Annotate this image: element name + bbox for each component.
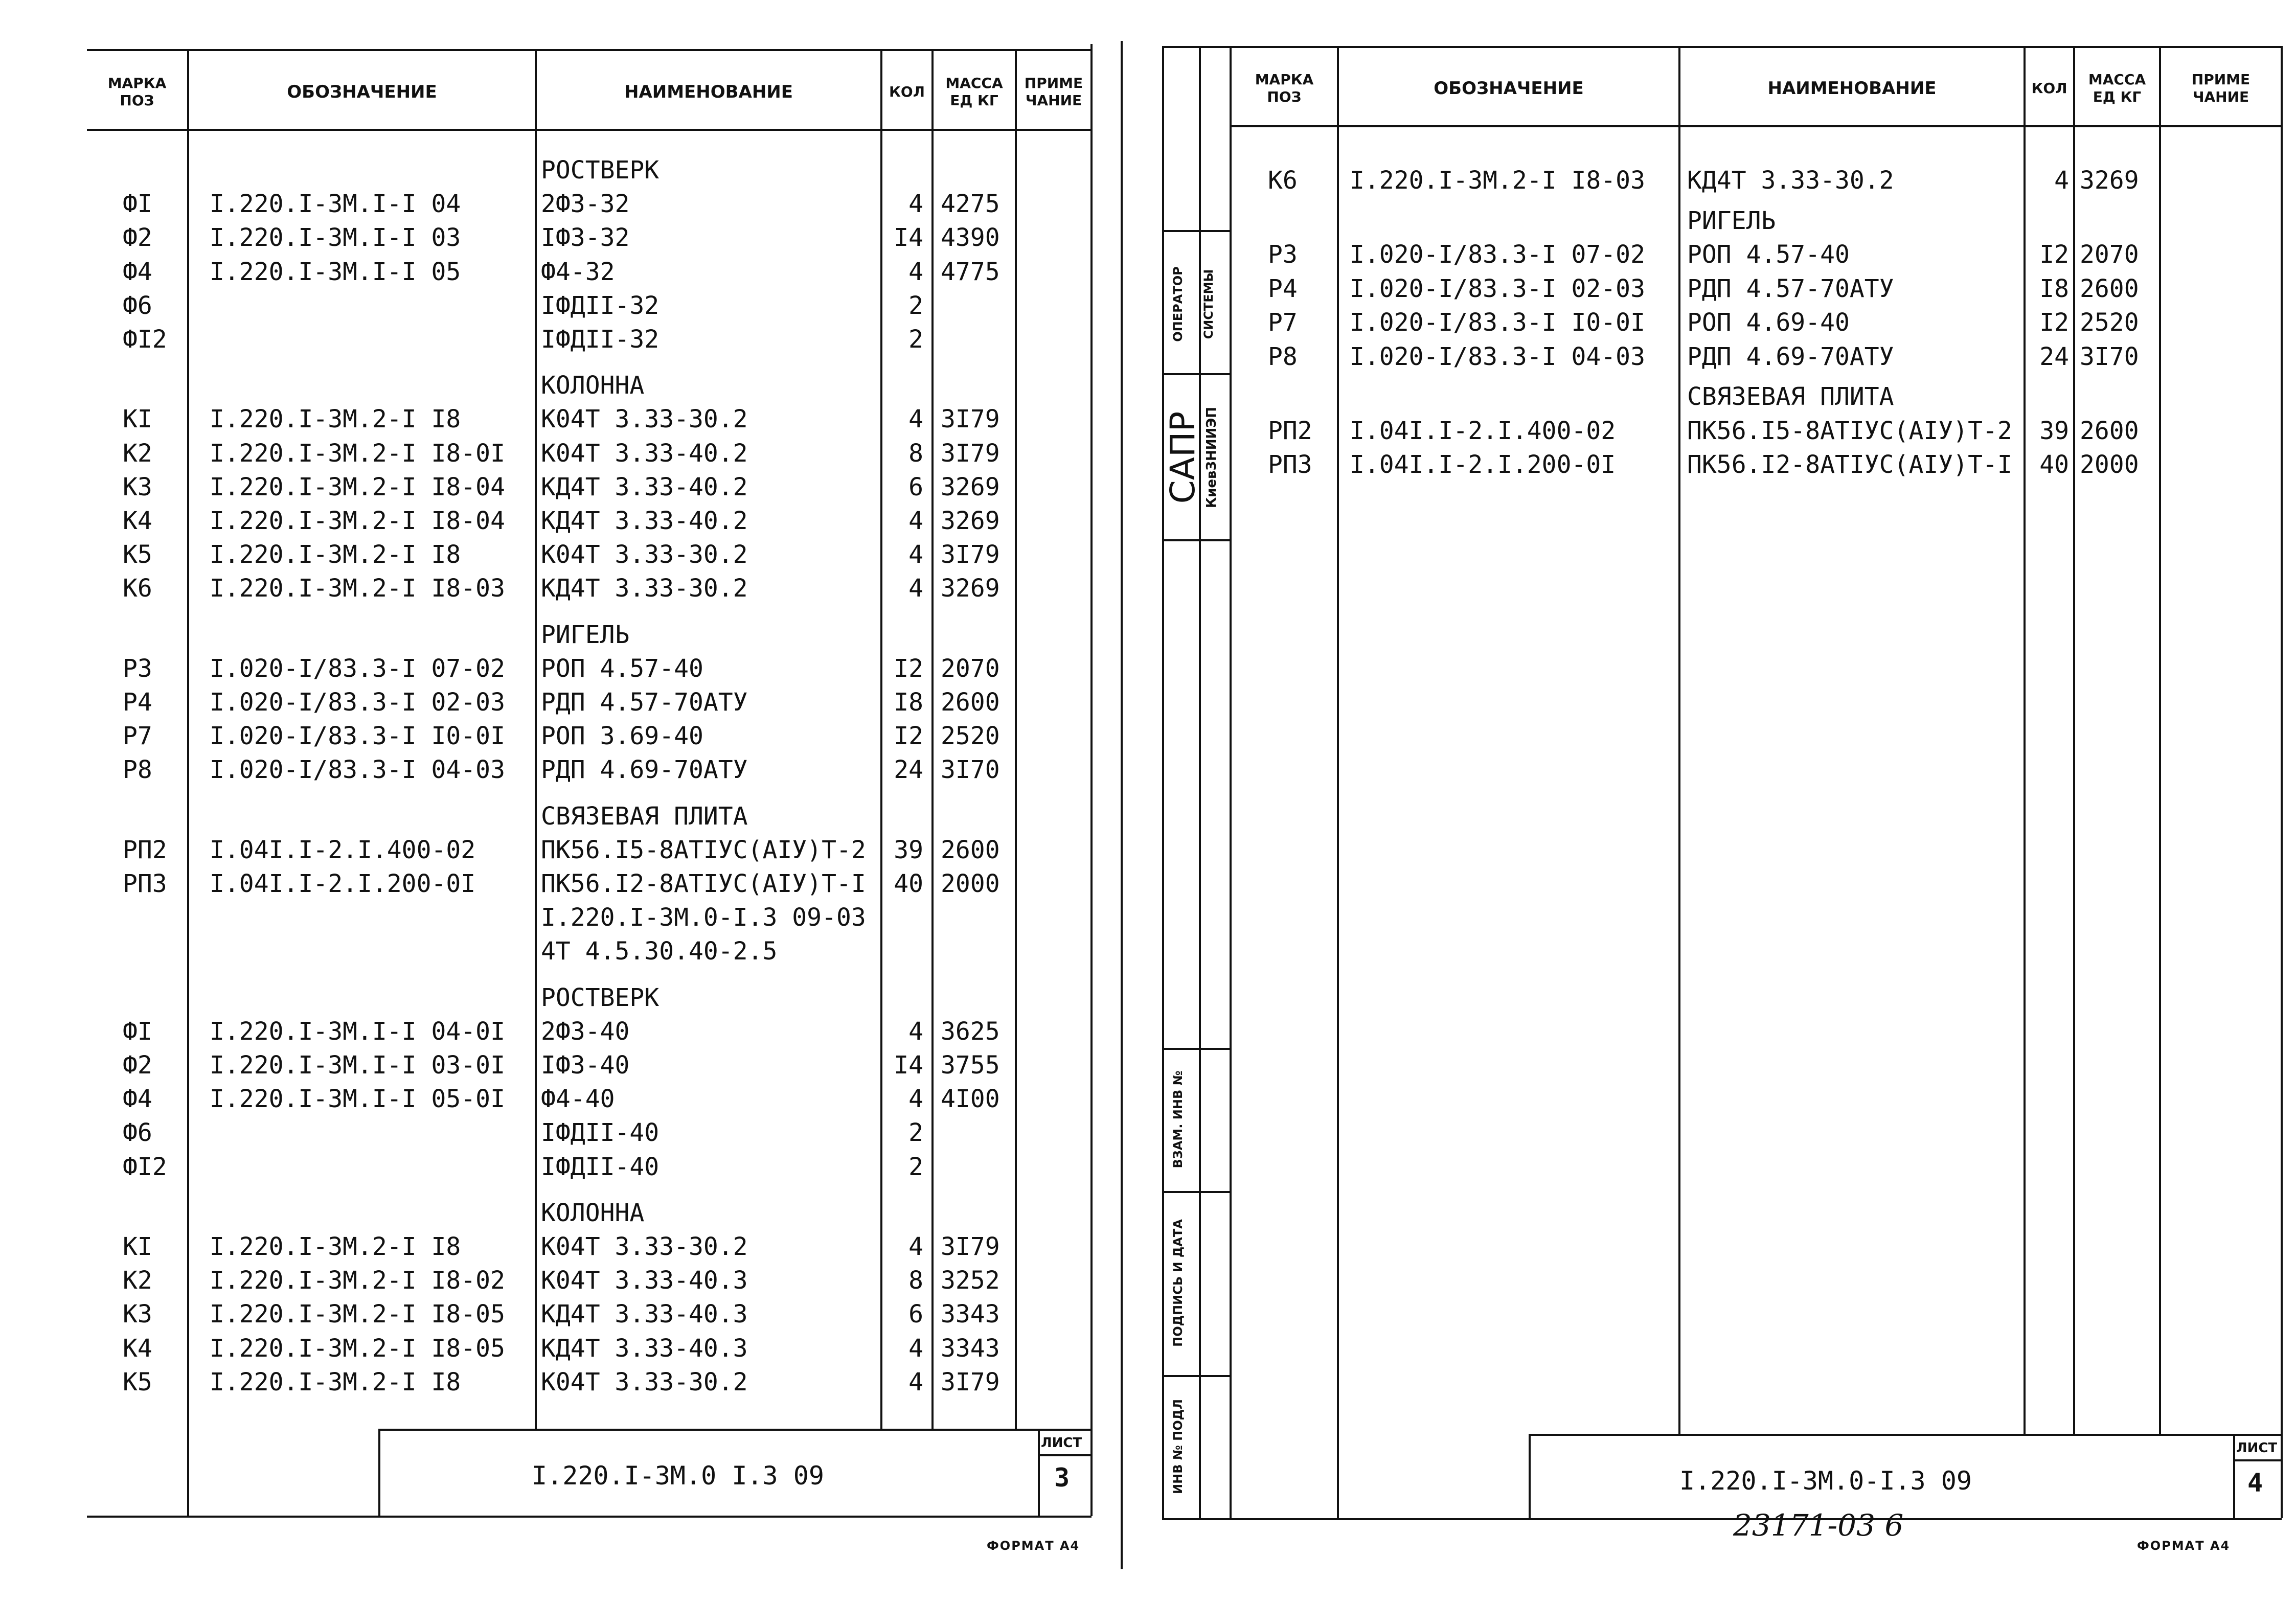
row-mark: Р4 xyxy=(123,688,152,717)
row-qty: 4 xyxy=(908,1367,923,1396)
row-mass: 3I79 xyxy=(941,439,1000,468)
row-mark: К3 xyxy=(123,1300,152,1329)
row-mass: 2520 xyxy=(2080,308,2139,337)
row-designation: I.220.I-3M.2-I I8-05 xyxy=(210,1300,505,1329)
row-qty: 4 xyxy=(908,257,923,286)
row-name: РИГЕЛЬ xyxy=(541,620,630,649)
row-designation: I.220.I-3M.2-I I8-02 xyxy=(210,1266,505,1295)
row-name: РОСТВЕРК xyxy=(541,983,660,1012)
row-name: ПК56.I5-8АТIУС(АIУ)Т-2 xyxy=(1687,416,2012,445)
row-qty: I2 xyxy=(894,654,923,683)
right-title-code: I.220.I-3M.0-I.3 09 xyxy=(1679,1466,1972,1496)
row-mass: 3343 xyxy=(941,1334,1000,1363)
row-qty: 40 xyxy=(2039,450,2069,479)
right-bottom-border xyxy=(1162,1518,2282,1520)
row-designation: I.04I.I-2.I.400-02 xyxy=(1350,416,1616,445)
row-name: К04Т 3.33-40.2 xyxy=(541,439,748,468)
right-strip-outer xyxy=(1162,46,1164,1518)
row-designation: I.220.I-3M.2-I I8 xyxy=(210,405,461,434)
row-mass: 2000 xyxy=(2080,450,2139,479)
row-name: РОП 4.69-40 xyxy=(1687,308,1850,337)
row-name: 2Ф3-32 xyxy=(541,190,630,219)
row-mark: КI xyxy=(123,1232,152,1261)
row-mark: РП3 xyxy=(1268,450,1312,479)
row-name: РДП 4.69-70АТУ xyxy=(541,755,748,785)
right-top-border xyxy=(1162,46,2282,48)
right-titleblock-sheet-line xyxy=(2233,1459,2282,1461)
row-qty: 39 xyxy=(894,835,923,864)
left-hdr-note: ПРИМЕ ЧАНИЕ xyxy=(1024,75,1083,109)
row-mark: Р7 xyxy=(1268,308,1298,337)
row-mark: Ф6 xyxy=(123,1118,152,1148)
left-hdr-mark: МАРКА ПОЗ xyxy=(107,75,167,109)
row-name: РИГЕЛЬ xyxy=(1687,206,1776,235)
row-designation: I.020-I/83.3-I I0-0I xyxy=(1350,308,1645,337)
row-designation: I.220.I-3M.I-I 04 xyxy=(210,190,461,219)
left-hdr-qty: КОЛ xyxy=(889,83,925,100)
row-designation: I.020-I/83.3-I 02-03 xyxy=(1350,274,1645,303)
row-designation: I.220.I-3M.I-I 03 xyxy=(210,223,461,253)
row-qty: 2 xyxy=(908,291,923,320)
row-mark: Р8 xyxy=(123,755,152,785)
row-mark: КI xyxy=(123,405,152,434)
stamp-operator: ОПЕРАТОР xyxy=(1171,266,1185,342)
row-mark: К6 xyxy=(1268,166,1298,195)
row-mass: 3343 xyxy=(941,1300,1000,1329)
row-designation: I.220.I-3M.2-I I8-03 xyxy=(210,574,505,603)
row-name: IФДII-40 xyxy=(541,1152,660,1181)
stamp-org: КиевЗНИИЭП xyxy=(1204,406,1219,509)
row-mass: 4275 xyxy=(941,190,1000,219)
row-name: КД4Т 3.33-40.3 xyxy=(541,1300,748,1329)
row-name: 4Т 4.5.30.40-2.5 xyxy=(541,937,778,966)
row-mass: 3252 xyxy=(941,1266,1000,1295)
row-name: КД4Т 3.33-30.2 xyxy=(1687,166,1894,195)
row-name: РОП 3.69-40 xyxy=(541,722,703,751)
right-strip-line-b xyxy=(1162,373,1230,375)
row-qty: 4 xyxy=(908,1232,923,1261)
row-designation: I.220.I-3M.2-I I8 xyxy=(210,1232,461,1261)
row-qty: 4 xyxy=(908,540,923,569)
row-name: К04Т 3.33-30.2 xyxy=(541,1232,748,1261)
row-mass: 3I70 xyxy=(2080,342,2139,371)
row-name: РДП 4.57-70АТУ xyxy=(541,688,748,717)
row-name: РОП 4.57-40 xyxy=(1687,240,1850,269)
stamp-podpis: ПОДПИСЬ И ДАТА xyxy=(1171,1219,1185,1347)
right-col-line-1 xyxy=(1337,46,1339,1518)
row-qty: 8 xyxy=(908,439,923,468)
row-name: К04Т 3.33-30.2 xyxy=(541,540,748,569)
row-name: СВЯЗЕВАЯ ПЛИТА xyxy=(541,802,748,831)
row-mark: К2 xyxy=(123,439,152,468)
row-mark: ФI xyxy=(123,1017,152,1046)
row-mass: 3625 xyxy=(941,1017,1000,1046)
right-titleblock-left xyxy=(1529,1434,1531,1518)
left-hdr-mass: МАССА ЕД КГ xyxy=(945,75,1003,109)
row-mass: 3755 xyxy=(941,1051,1000,1080)
row-designation: I.220.I-3M.2-I I8 xyxy=(210,540,461,569)
left-hdr-name: НАИМЕНОВАНИЕ xyxy=(624,82,793,102)
row-mass: 3I79 xyxy=(941,540,1000,569)
row-designation: I.220.I-3M.2-I I8-0I xyxy=(210,439,505,468)
row-name: КД4Т 3.33-40.2 xyxy=(541,507,748,535)
row-mark: РП2 xyxy=(1268,416,1312,445)
row-qty: I8 xyxy=(2039,274,2069,303)
right-strip-line-d xyxy=(1162,1048,1230,1050)
row-qty: 6 xyxy=(908,472,923,501)
row-qty: 4 xyxy=(2054,166,2069,195)
row-mass: 2070 xyxy=(2080,240,2139,269)
row-name: Ф4-40 xyxy=(541,1085,615,1114)
left-format-label: ФОРМАТ А4 xyxy=(987,1539,1080,1553)
right-format-label: ФОРМАТ А4 xyxy=(2137,1539,2231,1553)
row-designation: I.020-I/83.3-I 07-02 xyxy=(1350,240,1645,269)
row-mass: 3I79 xyxy=(941,1232,1000,1261)
row-qty: I4 xyxy=(894,223,923,253)
row-name: I.220.I-3M.0-I.3 09-03 xyxy=(541,903,866,932)
stamp-vzam: ВЗАМ. ИНВ № xyxy=(1171,1070,1185,1169)
row-qty: I2 xyxy=(894,722,923,751)
row-designation: I.220.I-3M.I-I 04-0I xyxy=(210,1017,505,1046)
row-mark: РП2 xyxy=(123,835,167,864)
right-hdr-qty: КОЛ xyxy=(2031,79,2067,97)
stamp-invpodl: ИНВ № ПОДЛ xyxy=(1171,1399,1185,1494)
row-qty: 40 xyxy=(894,869,923,898)
right-strip-line-c xyxy=(1162,539,1230,541)
row-qty: 4 xyxy=(908,1334,923,1363)
row-designation: I.220.I-3M.I-I 05-0I xyxy=(210,1085,505,1114)
row-mark: Ф6 xyxy=(123,291,152,320)
row-mark: ФI2 xyxy=(123,325,167,354)
row-designation: I.020-I/83.3-I 07-02 xyxy=(210,654,505,683)
row-name: IФДII-32 xyxy=(541,291,660,320)
left-sheet-label: ЛИСТ xyxy=(1041,1435,1082,1451)
row-name: КД4Т 3.33-40.2 xyxy=(541,472,748,501)
row-mass: 3I79 xyxy=(941,1367,1000,1396)
right-col-line-4 xyxy=(2073,46,2075,1434)
right-strip-line-a xyxy=(1162,230,1230,232)
right-col-line-5 xyxy=(2159,46,2161,1434)
row-name: ПК56.I2-8АТIУС(АIУ)Т-I xyxy=(1687,450,2012,479)
row-name: Ф4-32 xyxy=(541,257,615,286)
row-mass: 4390 xyxy=(941,223,1000,253)
right-titleblock-top xyxy=(1529,1434,2282,1436)
right-hdr-note: ПРИМЕ ЧАНИЕ xyxy=(2191,71,2250,105)
row-designation: I.220.I-3M.2-I I8-04 xyxy=(210,507,505,535)
row-qty: 24 xyxy=(894,755,923,785)
right-col-line-2 xyxy=(1678,46,1680,1434)
row-designation: I.04I.I-2.I.200-0I xyxy=(1350,450,1616,479)
row-mass: 2600 xyxy=(941,688,1000,717)
right-hdr-designation: ОБОЗНАЧЕНИЕ xyxy=(1434,78,1584,99)
row-designation: I.020-I/83.3-I 04-03 xyxy=(210,755,505,785)
row-mark: К5 xyxy=(123,1367,152,1396)
row-mark: Ф2 xyxy=(123,223,152,253)
row-designation: I.220.I-3M.2-I I8 xyxy=(210,1367,461,1396)
row-name: IФ3-40 xyxy=(541,1051,630,1080)
right-hdr-mark: МАРКА ПОЗ xyxy=(1255,71,1314,105)
right-strip-line-f xyxy=(1162,1375,1230,1377)
row-designation: I.020-I/83.3-I I0-0I xyxy=(210,722,505,751)
row-mark: Р4 xyxy=(1268,274,1298,303)
row-name: IФ3-32 xyxy=(541,223,630,253)
row-mass: 3269 xyxy=(941,472,1000,501)
row-designation: I.020-I/83.3-I 04-03 xyxy=(1350,342,1645,371)
row-name: РДП 4.57-70АТУ xyxy=(1687,274,1894,303)
row-mark: ФI2 xyxy=(123,1152,167,1181)
row-qty: I2 xyxy=(2039,308,2069,337)
row-name: КД4Т 3.33-40.3 xyxy=(541,1334,748,1363)
right-sheet-label: ЛИСТ xyxy=(2236,1440,2278,1456)
row-name: РОП 4.57-40 xyxy=(541,654,703,683)
right-strip-mid-2 xyxy=(1230,46,1232,1518)
row-qty: 4 xyxy=(908,574,923,603)
row-name: К04Т 3.33-40.3 xyxy=(541,1266,748,1295)
row-designation: I.04I.I-2.I.400-02 xyxy=(210,835,476,864)
row-name: 2Ф3-40 xyxy=(541,1017,630,1046)
row-mark: Р3 xyxy=(123,654,152,683)
stamp-sapr: САПР xyxy=(1163,411,1202,504)
row-mark: РП3 xyxy=(123,869,167,898)
row-qty: 2 xyxy=(908,1152,923,1181)
row-name: IФДII-32 xyxy=(541,325,660,354)
right-strip-mid-1 xyxy=(1199,46,1201,1518)
row-name: КД4Т 3.33-30.2 xyxy=(541,574,748,603)
left-title-code: I.220.I-3M.0 I.3 09 xyxy=(532,1461,824,1491)
row-mark: ФI xyxy=(123,190,152,219)
row-name: ПК56.I5-8АТIУС(АIУ)Т-2 xyxy=(541,835,866,864)
row-mark: Р8 xyxy=(1268,342,1298,371)
row-qty: 4 xyxy=(908,507,923,535)
row-qty: 8 xyxy=(908,1266,923,1295)
right-titleblock-sheet-divider xyxy=(2233,1434,2235,1518)
right-header-bottom xyxy=(1230,125,2282,127)
row-mark: К6 xyxy=(123,574,152,603)
row-designation: I.220.I-3M.2-I I8-05 xyxy=(210,1334,505,1363)
row-qty: 4 xyxy=(908,1085,923,1114)
row-mass: 4775 xyxy=(941,257,1000,286)
row-qty: 2 xyxy=(908,325,923,354)
row-qty: 6 xyxy=(908,1300,923,1329)
right-sheet-number: 4 xyxy=(2247,1468,2263,1498)
row-mark: К5 xyxy=(123,540,152,569)
row-name: РДП 4.69-70АТУ xyxy=(1687,342,1894,371)
right-hdr-name: НАИМЕНОВАНИЕ xyxy=(1767,78,1937,99)
row-qty: I2 xyxy=(2039,240,2069,269)
row-mass: 2600 xyxy=(2080,416,2139,445)
row-mass: 3I79 xyxy=(941,405,1000,434)
stamp-systems: СИСТЕМЫ xyxy=(1201,269,1216,339)
row-mass: 2600 xyxy=(941,835,1000,864)
row-mass: 4I00 xyxy=(941,1085,1000,1114)
right-strip-line-e xyxy=(1162,1191,1230,1193)
left-sheet-number: 3 xyxy=(1054,1463,1070,1493)
row-designation: I.220.I-3M.I-I 05 xyxy=(210,257,461,286)
row-designation: I.220.I-3M.2-I I8-03 xyxy=(1350,166,1645,195)
left-hdr-designation: ОБОЗНАЧЕНИЕ xyxy=(287,82,437,102)
row-mark: К3 xyxy=(123,472,152,501)
row-qty: 4 xyxy=(908,405,923,434)
row-qty: 4 xyxy=(908,190,923,219)
right-hdr-mass: МАССА ЕД КГ xyxy=(2088,71,2146,105)
row-qty: 39 xyxy=(2039,416,2069,445)
row-mark: Ф4 xyxy=(123,257,152,286)
row-mark: Р3 xyxy=(1268,240,1298,269)
row-name: IФДII-40 xyxy=(541,1118,660,1148)
row-designation: I.220.I-3M.I-I 03-0I xyxy=(210,1051,505,1080)
row-mass: 2070 xyxy=(941,654,1000,683)
row-qty: I8 xyxy=(894,688,923,717)
row-mass: 2520 xyxy=(941,722,1000,751)
row-name: ПК56.I2-8АТIУС(АIУ)Т-I xyxy=(541,869,866,898)
row-mark: Ф2 xyxy=(123,1051,152,1080)
row-qty: I4 xyxy=(894,1051,923,1080)
row-mass: 2000 xyxy=(941,869,1000,898)
row-qty: 24 xyxy=(2039,342,2069,371)
row-name: РОСТВЕРК xyxy=(541,156,660,185)
row-name: КОЛОННА xyxy=(541,1198,645,1227)
row-qty: 2 xyxy=(908,1118,923,1148)
handwritten-archive-number: 23171-03 6 xyxy=(1733,1508,1904,1543)
row-name: КОЛОННА xyxy=(541,371,645,400)
row-name: К04Т 3.33-30.2 xyxy=(541,405,748,434)
row-mass: 2600 xyxy=(2080,274,2139,303)
row-name: СВЯЗЕВАЯ ПЛИТА xyxy=(1687,382,1894,411)
row-designation: I.220.I-3M.2-I I8-04 xyxy=(210,472,505,501)
row-mass: 3I70 xyxy=(941,755,1000,785)
row-mass: 3269 xyxy=(2080,166,2139,195)
row-mark: Р7 xyxy=(123,722,152,751)
right-col-line-6 xyxy=(2281,46,2283,1518)
row-mark: К2 xyxy=(123,1266,152,1295)
row-mark: Ф4 xyxy=(123,1085,152,1114)
row-mass: 3269 xyxy=(941,574,1000,603)
row-designation: I.020-I/83.3-I 02-03 xyxy=(210,688,505,717)
row-name: К04Т 3.33-30.2 xyxy=(541,1367,748,1396)
row-qty: 4 xyxy=(908,1017,923,1046)
row-designation: I.04I.I-2.I.200-0I xyxy=(210,869,476,898)
row-mark: К4 xyxy=(123,1334,152,1363)
row-mass: 3269 xyxy=(941,507,1000,535)
row-mark: К4 xyxy=(123,507,152,535)
